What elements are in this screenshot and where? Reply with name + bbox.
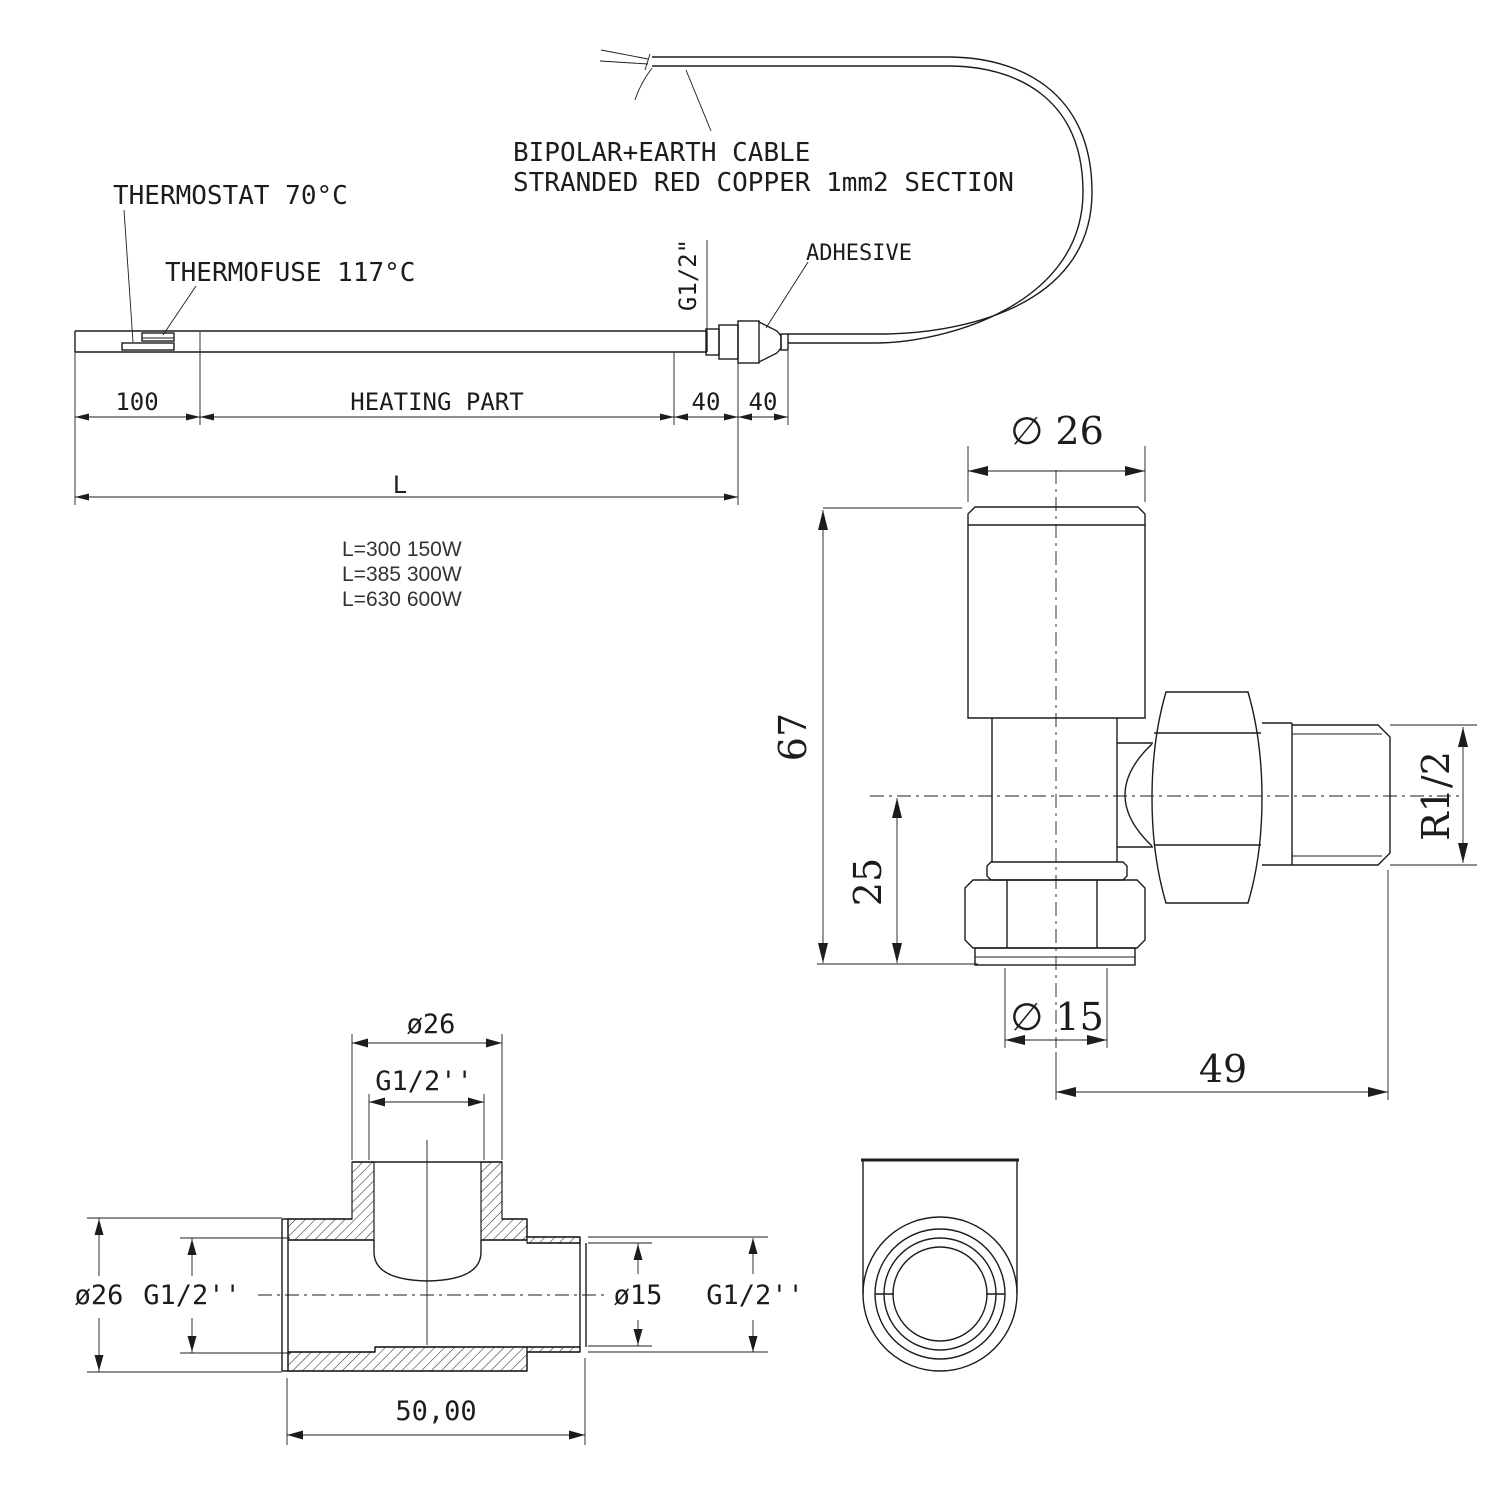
valve-dim-25: 25	[846, 857, 890, 907]
tee-section-view	[75, 1009, 804, 1445]
tee-dim-width: 50,00	[395, 1396, 477, 1427]
adhesive-leader	[766, 262, 808, 328]
table-row-2: L=385 300W	[342, 563, 462, 586]
thermofuse-leader	[163, 286, 196, 335]
heating-part-label: HEATING PART	[350, 388, 524, 416]
dim-40a-label: 40	[691, 388, 721, 416]
tee-end-view	[861, 1160, 1019, 1371]
heating-element-view	[75, 70, 912, 505]
table-row-3: L=630 600W	[342, 588, 462, 611]
dim-40b-label: 40	[748, 388, 778, 416]
thread-label: G1/2"	[674, 238, 702, 312]
tee-dim-g12-right: G1/2''	[706, 1280, 804, 1311]
cable-label-line2: STRANDED RED COPPER 1mm2 SECTION	[513, 168, 1014, 198]
cable-loop	[513, 50, 1092, 343]
valve-dim-d26: ∅ 26	[1010, 409, 1104, 453]
length-power-table	[342, 538, 462, 611]
tee-dim-d15-right: ø15	[613, 1280, 663, 1311]
dim-100-label: 100	[115, 388, 159, 416]
thermostat-leader	[124, 210, 133, 342]
thermostat-label: THERMOSTAT 70°C	[113, 181, 348, 211]
valve-dim-d15: ∅ 15	[1010, 995, 1104, 1039]
valve-dim-r12: R1/2	[1414, 751, 1458, 841]
thermofuse-label: THERMOFUSE 117°C	[165, 258, 416, 288]
valve-dim-67: 67	[771, 712, 815, 762]
cable-leader	[686, 70, 711, 131]
dim-L-label: L	[392, 471, 408, 499]
cable-label-line1: BIPOLAR+EARTH CABLE	[513, 138, 811, 168]
valve-dim-49: 49	[1198, 1047, 1248, 1091]
tee-dim-d26-left: ø26	[74, 1280, 124, 1311]
tee-dim-g12-top: G1/2''	[375, 1066, 473, 1097]
valve-view	[771, 409, 1477, 1100]
table-row-1: L=300 150W	[342, 538, 462, 561]
tee-dim-d26-top: ø26	[406, 1009, 456, 1040]
adhesive-label: ADHESIVE	[806, 241, 912, 266]
tee-dim-g12-left: G1/2''	[143, 1280, 241, 1311]
